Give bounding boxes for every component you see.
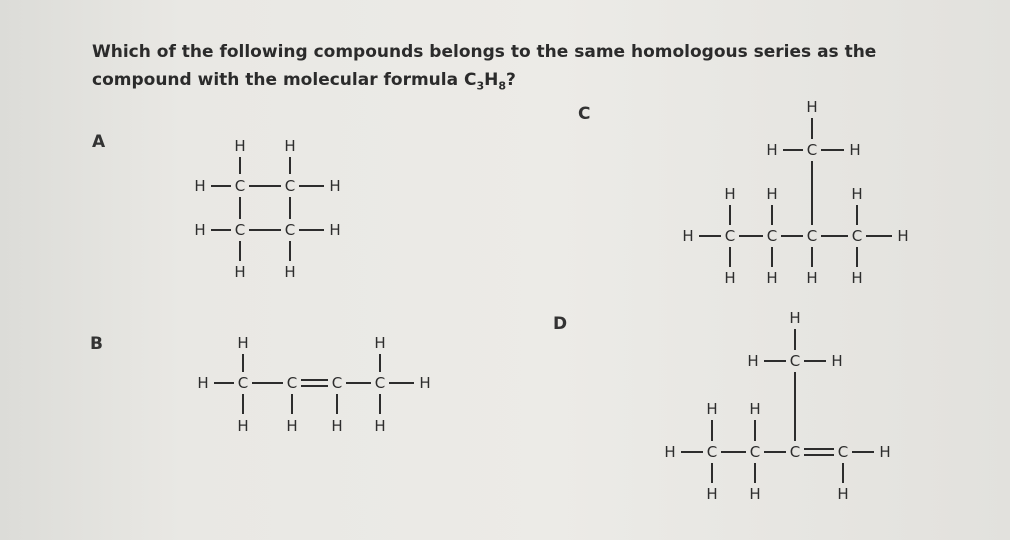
question-text: Which of the following compounds belongs to the same homologous series as the compound with the molecular formula $C_3H_8$? [92,42,877,93]
atom-h: H [374,417,386,435]
atom-h: H [849,141,861,159]
atom-h: H [766,185,778,203]
atom-h: H [706,485,718,503]
atom-h: H [806,98,818,116]
atom-h: H [682,227,694,245]
atom-c: C [789,352,801,370]
atom-h: H [851,185,863,203]
atom-c: C [749,443,761,461]
atom-h: H [837,485,849,503]
option-c-label: C [578,104,591,124]
atom-c: C [806,227,818,245]
atom-h: H [806,269,818,287]
atom-h: H [706,400,718,418]
atom-h: H [234,263,246,281]
atom-h: H [851,269,863,287]
atom-h: H [897,227,909,245]
atom-h: H [747,352,759,370]
atom-c: C [237,374,249,392]
atom-c: C [374,374,386,392]
atom-h: H [194,221,206,239]
atom-h: H [194,177,206,195]
atom-c: C [234,177,246,195]
atom-c: C [331,374,343,392]
atom-c: C [284,177,296,195]
atom-h: H [284,263,296,281]
atom-h: H [766,269,778,287]
atom-h: H [419,374,431,392]
atom-h: H [374,334,386,352]
atom-c: C [789,443,801,461]
atom-h: H [286,417,298,435]
atom-c: C [284,221,296,239]
atom-h: H [766,141,778,159]
atom-c: C [724,227,736,245]
atom-h: H [749,485,761,503]
atom-c: C [706,443,718,461]
atom-h: H [237,417,249,435]
atom-h: H [234,137,246,155]
atom-c: C [851,227,863,245]
atom-h: H [331,417,343,435]
atom-c: C [837,443,849,461]
atom-h: H [831,352,843,370]
option-b-label: B [90,334,103,354]
atom-h: H [879,443,891,461]
atom-c: C [806,141,818,159]
atom-h: H [789,309,801,327]
atom-h: H [724,269,736,287]
atom-h: H [724,185,736,203]
atom-h: H [237,334,249,352]
option-d-label: D [553,314,568,334]
atom-c: C [766,227,778,245]
atom-c: C [286,374,298,392]
atom-h: H [749,400,761,418]
option-a-label: A [92,132,106,152]
atom-h: H [284,137,296,155]
atom-h: H [329,177,341,195]
atom-h: H [664,443,676,461]
atom-c: C [234,221,246,239]
atom-h: H [329,221,341,239]
atom-h: H [197,374,209,392]
